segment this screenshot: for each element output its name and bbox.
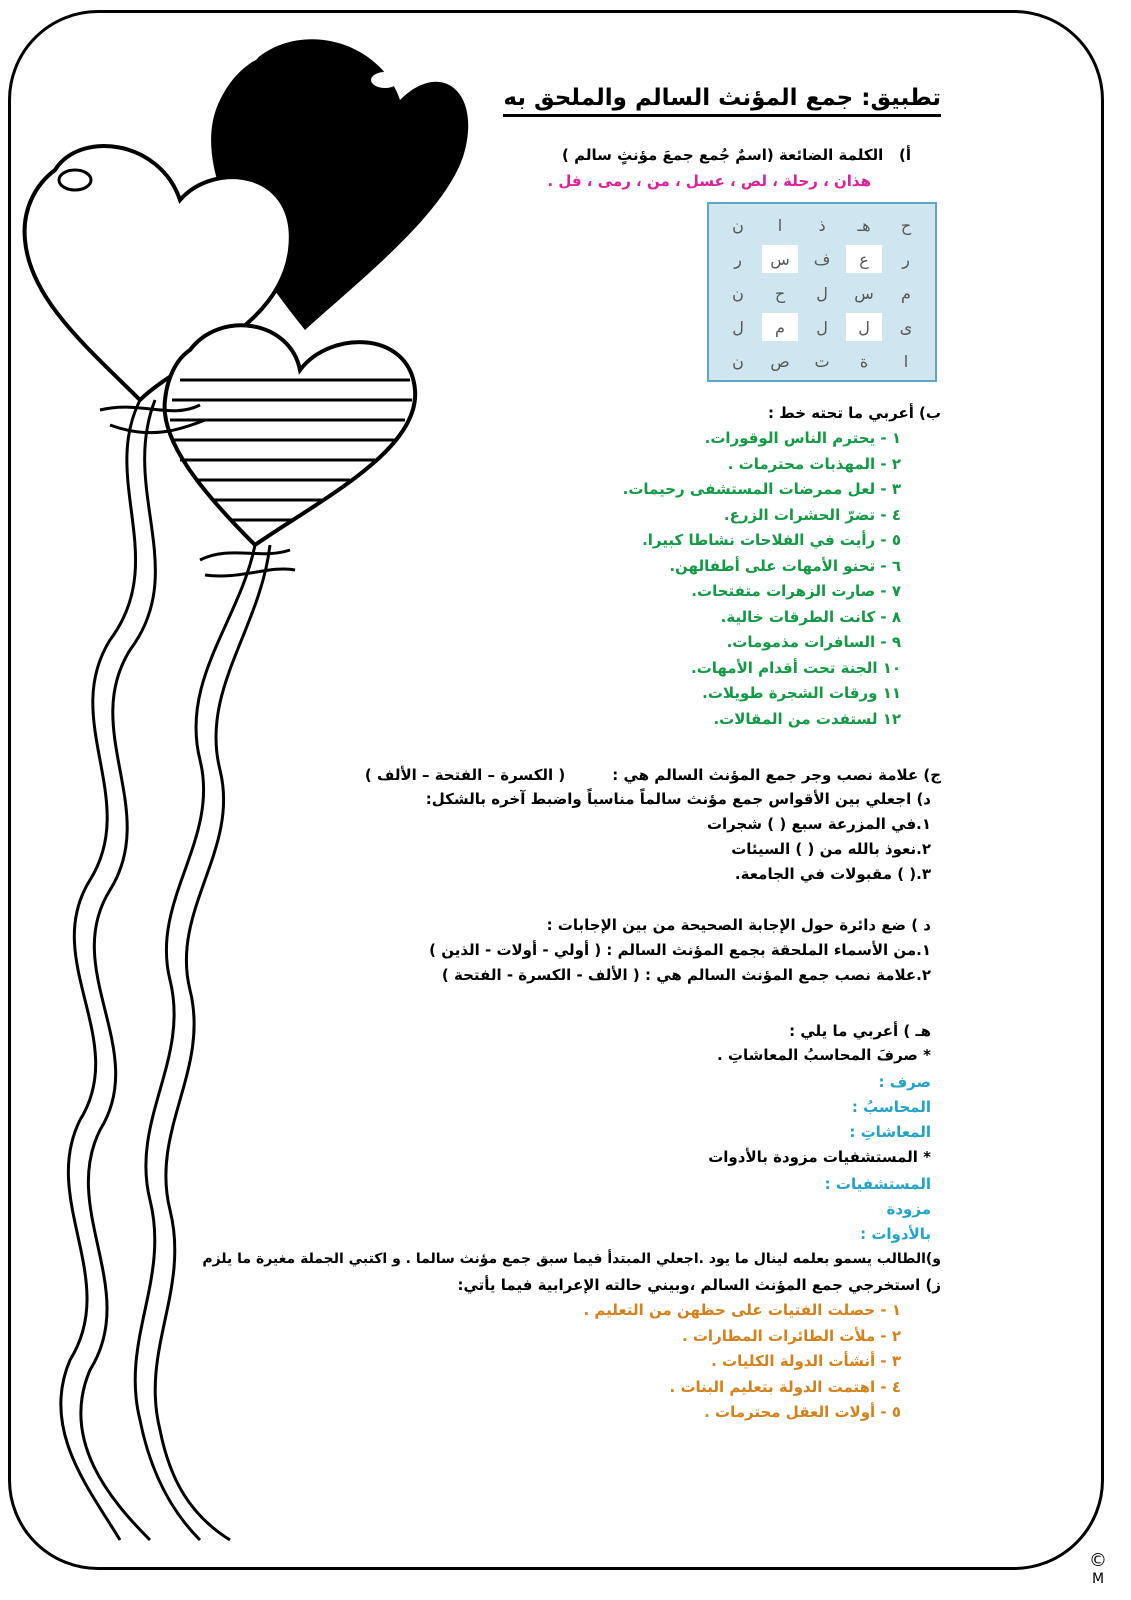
exercise-item: ٣ - لعل ممرضات المستشفى رحيمات. (622, 480, 901, 498)
extract-item: ٥ - أولات العقل محترمات . (704, 1403, 901, 1421)
section-a-instruction (562, 144, 911, 166)
section-h-sentence1: * صرفَ المحاسبُ المعاشاتِ . (717, 1046, 931, 1064)
grid-cell: ر (734, 249, 742, 269)
parse-label: بالأدوات : (860, 1225, 931, 1243)
section-a-text: الكلمة الضائعة (اسمٌ جُمع جمعَ مؤنثٍ سالم ) (562, 146, 884, 164)
section-h-heading: هـ ) أعربي ما يلي : (789, 1022, 931, 1040)
grid-cell: ل (732, 317, 744, 337)
exercise-item: ١ - يحترم الناس الوقورات. (704, 429, 901, 447)
grid-cell: هـ (857, 215, 871, 235)
grid-cell: ل (816, 283, 828, 303)
grid-cell: ح (900, 215, 912, 235)
section-d1-heading: د) اجعلي بين الأقواس جمع مؤنث سالماً مناسباً واضبط آخره بالشكل: (425, 790, 931, 808)
section-d2-list (429, 938, 931, 988)
section-w: و)الطالب يسمو بعلمه لينال ما يود .اجعلي المبتدأ فيما سبق جمع مؤنث سالما . و اكتبي الجملة مغيرة ما يلزم (202, 1251, 941, 1267)
grid-cell: ف (813, 249, 831, 269)
grid-cell: م (762, 313, 798, 341)
parse-label: المحاسبُ : (851, 1098, 931, 1116)
exercise-item: ٩ - السافرات مذمومات. (726, 633, 901, 651)
grid-cell: س (854, 283, 874, 303)
worksheet-content (180, 0, 941, 1600)
exercise-item: ١١ ورقات الشجرة طويلات. (702, 684, 901, 702)
grid-cell: س (762, 245, 798, 273)
grid-cell: ن (732, 283, 744, 303)
extract-item: ٤ - اهتمت الدولة بتعليم البنات . (669, 1377, 901, 1396)
grid-cell: ة (859, 351, 869, 371)
extract-item: ١ - حصلت الفتيات على حظهن من التعليم . (583, 1301, 901, 1319)
section-z-heading: ز) استخرجي جمع المؤنث السالم ،وبيني حالته الإعرابية فيما يأتي: (457, 1276, 941, 1294)
grid-cell: ع (846, 245, 882, 273)
exercise-item: ٨ - كانت الطرقات خالية. (720, 607, 901, 626)
parse-label: صرف : (878, 1073, 931, 1091)
grid-cell: ن (732, 351, 744, 371)
fill-blank-item: ٢.نعوذ بالله من ( ) السيئات (731, 840, 931, 858)
section-z-list (584, 1298, 902, 1426)
word-search-grid (707, 202, 937, 382)
parse-label: المعاشاتِ : (849, 1123, 931, 1141)
exercise-item: ١٠ الجنة تحت أقدام الأمهات. (691, 658, 901, 677)
exercise-item: ١٢ لستفدت من المقالات. (713, 709, 901, 728)
grid-cell: ن (732, 215, 744, 235)
grid-cell: ص (770, 351, 790, 371)
exercise-item: ٥ - رأيت في الفلاحات نشاطا كبيرا. (642, 531, 901, 549)
grid-cell: ر (902, 249, 910, 269)
grid-cell: ل (846, 313, 882, 341)
fill-blank-item: ١.في المزرعة سبع ( ) شجرات (706, 815, 931, 833)
copyright-symbol: © (1089, 1550, 1107, 1571)
extract-item: ٢ - ملأت الطائرات المطارات . (681, 1326, 901, 1345)
section-h-sentence2: * المستشفيات مزودة بالأدوات (708, 1148, 931, 1166)
exercise-item: ٢ - المهذبات محترمات . (727, 454, 901, 473)
multiple-choice-item: ١.من الأسماء الملحقة بجمع المؤنث السالم : ( أولي - أولات - الذين ) (429, 941, 931, 959)
grid-cell: ل (816, 317, 828, 337)
exercise-item: ٦ - تحنو الأمهات على أطفالهن. (669, 556, 901, 575)
section-b-list (623, 426, 901, 732)
section-h-parse2 (825, 1172, 931, 1247)
grid-cell: ا (777, 215, 783, 235)
grid-cell: ى (899, 317, 913, 337)
parse-label: المستشفيات : (824, 1175, 931, 1193)
signature: M (1091, 1571, 1105, 1587)
section-c-question: ج) علامة نصب وجر جمع المؤنث السالم هي : (612, 766, 941, 784)
section-d1-list (707, 812, 931, 887)
parse-label: مزودة (886, 1200, 931, 1218)
grid-cell: ت (814, 351, 830, 371)
section-d2-heading: د ) ضع دائرة حول الإجابة الصحيحة من بين الإجابات : (546, 916, 931, 934)
section-c-options: ( الكسرة – الفتحة – الألف ) (364, 766, 566, 784)
word-search-cells (717, 208, 927, 378)
section-h-parse1 (849, 1070, 931, 1145)
grid-cell: ح (774, 283, 786, 303)
section-a-words: هذان ، رحلة ، لص ، عسل ، من ، رمى ، فل . (547, 172, 871, 190)
section-c-line (365, 764, 941, 786)
grid-cell: ا (903, 351, 909, 371)
grid-cell: م (901, 283, 911, 303)
extract-item: ٣ - أنشأت الدولة الكليات . (711, 1352, 901, 1370)
section-b-heading: ب) أعربي ما تحته خط : (767, 404, 941, 422)
grid-cell: ذ (818, 215, 826, 235)
copyright-mark (1083, 1552, 1113, 1588)
exercise-item: ٧ - صارت الزهرات متفتحات. (691, 582, 901, 600)
fill-blank-item: ٣.( ) مقبولات في الجامعة. (734, 865, 931, 883)
page-title: تطبيق: جمع المؤنث السالم والملحق به (503, 82, 941, 117)
section-a-label: أ) (899, 146, 911, 164)
multiple-choice-item: ٢.علامة نصب جمع المؤنث السالم هي : ( الألف - الكسرة - الفتحة ) (441, 966, 931, 984)
exercise-item: ٤ - تضرّ الحشرات الزرع. (723, 505, 901, 524)
